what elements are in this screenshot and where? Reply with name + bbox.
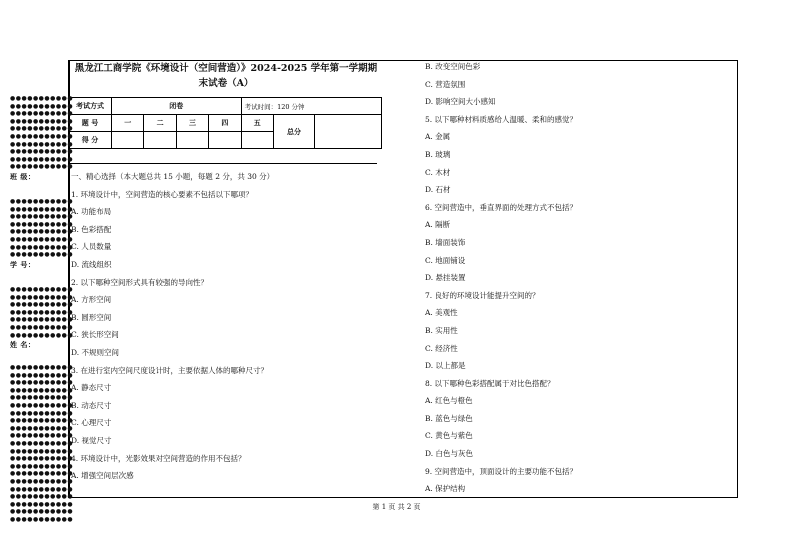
sidebar-name <box>10 286 73 349</box>
dots: ●●●●●●●●●●● <box>10 470 74 478</box>
question-text: 1. 环境设计中，空间营造的核心要素不包括以下哪项？ <box>71 189 254 199</box>
dots: ●●●●●●●●●●● <box>10 394 74 402</box>
answer-option[interactable]: C. 狭长形空间 <box>71 330 119 340</box>
question-text: 7. 良好的环境设计能提升空间的？ <box>425 290 540 300</box>
dots: ●●●●●●●●●●● <box>10 125 74 133</box>
score-cell[interactable] <box>241 132 273 149</box>
dots: ●●●●●●●●●●● <box>10 515 74 523</box>
dots: ●●●●●●●●●●● <box>10 371 74 379</box>
dots: ●●●●●●●●●●● <box>10 95 74 102</box>
dots: ●●●●●●●●●●● <box>10 323 74 331</box>
dots: ●●●●●●●●●●● <box>10 364 74 371</box>
dots: ●●●●●●●●●●● <box>10 462 74 470</box>
dots: ●●●●●●●●●●● <box>10 508 74 516</box>
question-text: 5. 以下哪种材料质感给人温暖、柔和的感觉？ <box>425 114 578 124</box>
question-number: 一 <box>112 115 144 132</box>
answer-option[interactable]: C. 地面铺设 <box>425 255 466 265</box>
answer-option[interactable]: B. 动态尺寸 <box>71 400 112 410</box>
answer-option[interactable]: B. 改变空间色彩 <box>425 62 481 71</box>
dots: ●●●●●●●●●●● <box>10 117 74 125</box>
question-number: 五 <box>241 115 273 132</box>
dots: ●●●●●●●●●●● <box>10 301 74 309</box>
score-cell[interactable] <box>144 132 176 149</box>
sidebar-id <box>10 198 73 268</box>
answer-option[interactable]: D. 视觉尺寸 <box>71 435 112 445</box>
exam-mode-label: 考试方式 <box>69 98 112 115</box>
dots: ●●●●●●●●●●● <box>10 379 74 387</box>
dots: ●●●●●●●●●●● <box>10 148 74 156</box>
question-text: 9. 空间营造中，顶面设计的主要功能不包括？ <box>425 466 578 476</box>
answer-option[interactable]: C. 黄色与紫色 <box>425 431 473 441</box>
dots: ●●●●●●●●●●● <box>10 316 74 324</box>
exam-time: 考试时间：120 分钟 <box>241 98 381 115</box>
dots: ●●●●●●●●●●● <box>10 455 74 463</box>
answer-option[interactable]: B. 蓝色与绿色 <box>425 413 473 423</box>
answer-option[interactable]: D. 以上都是 <box>425 361 466 371</box>
dots: ●●●●●●●●●●● <box>10 485 74 493</box>
question-number: 三 <box>176 115 208 132</box>
answer-option[interactable]: D. 流线组织 <box>71 259 112 269</box>
dots: ●●●●●●●●●●● <box>10 409 74 417</box>
answer-option[interactable]: A. 红色与橙色 <box>425 396 473 406</box>
title-line-2: 末试卷（A） <box>198 78 254 89</box>
id-label: 学 号： <box>10 259 36 269</box>
question-text: 2. 以下哪种空间形式具有较强的导向性？ <box>71 277 209 287</box>
dots: ●●●●●●●●●●● <box>10 500 74 508</box>
dots: ●●●●●●●●●●● <box>10 140 74 148</box>
answer-option[interactable]: C. 营造氛围 <box>425 79 466 89</box>
question-text: 一、精心选择（本大题总共 15 小题，每题 2 分，共 30 分） <box>71 172 275 181</box>
exam-mode: 闭卷 <box>112 98 242 115</box>
dots: ●●●●●●●●●●● <box>10 432 74 440</box>
dots: ●●●●●●●●●●● <box>10 205 74 213</box>
dots: ●●●●●●●●●●● <box>10 102 74 110</box>
question-text: 8. 以下哪种色彩搭配属于对比色搭配？ <box>425 378 555 388</box>
dots: ●●●●●●●●●●● <box>10 251 74 259</box>
dots: ●●●●●●●●●●● <box>10 386 74 394</box>
dots: ●●●●●●●●●●● <box>10 163 74 171</box>
dots: ●●●●●●●●●●● <box>10 293 74 301</box>
score-cell[interactable] <box>112 132 144 149</box>
answer-option[interactable]: A. 功能布局 <box>71 207 112 217</box>
answer-option[interactable]: A. 金属 <box>425 132 451 142</box>
answer-option[interactable]: B. 圆形空间 <box>71 312 112 322</box>
page-footer: 第 1 页 共 2 页 <box>372 503 421 511</box>
answer-option[interactable]: A. 保护结构 <box>425 484 466 494</box>
answer-option[interactable]: D. 石材 <box>425 185 451 195</box>
dots: ●●●●●●●●●●● <box>10 286 74 293</box>
dots: ●●●●●●●●●●● <box>10 198 74 205</box>
answer-option[interactable]: C. 木材 <box>425 167 451 177</box>
answer-option[interactable]: A. 方形空间 <box>71 295 112 305</box>
left-column <box>71 168 274 485</box>
name-label: 姓 名： <box>10 340 36 350</box>
question-number: 二 <box>144 115 176 132</box>
score-cell[interactable] <box>209 132 241 149</box>
dots: ●●●●●●●●●●● <box>10 155 74 163</box>
title-line-1: 黑龙江工商学院《环境设计（空间营造）》2024-2025 学年第一学期期 <box>74 63 378 74</box>
dots: ●●●●●●●●●●● <box>10 424 74 432</box>
total-label: 总分 <box>274 115 315 149</box>
score-cell[interactable] <box>176 132 208 149</box>
dots: ●●●●●●●●●●● <box>10 228 74 236</box>
answer-option[interactable]: B. 实用性 <box>425 325 458 335</box>
divider <box>68 163 377 164</box>
answer-option[interactable]: C. 经济性 <box>425 343 458 353</box>
dots: ●●●●●●●●●●● <box>10 447 74 455</box>
answer-option[interactable]: D. 白色与灰色 <box>425 449 474 459</box>
dots: ●●●●●●●●●●● <box>10 110 74 118</box>
answer-option[interactable]: D. 影响空间大小感知 <box>425 97 496 107</box>
answer-option[interactable]: B. 玻璃 <box>425 149 451 159</box>
sidebar-dots-bottom <box>10 364 73 523</box>
score-label: 得 分 <box>69 132 112 149</box>
sidebar-class <box>10 95 73 181</box>
question-text: 3. 在进行室内空间尺度设计时，主要依据人体的哪种尺寸？ <box>71 365 269 375</box>
dots: ●●●●●●●●●●● <box>10 401 74 409</box>
dots: ●●●●●●●●●●● <box>10 243 74 251</box>
dots: ●●●●●●●●●●● <box>10 235 74 243</box>
dots: ●●●●●●●●●●● <box>10 439 74 447</box>
dots: ●●●●●●●●●●● <box>10 417 74 425</box>
dots: ●●●●●●●●●●● <box>10 493 74 501</box>
answer-option[interactable]: C. 心理尺寸 <box>71 418 112 428</box>
answer-option[interactable]: D. 悬挂装置 <box>425 273 466 283</box>
exam-title <box>70 61 382 91</box>
total-score-cell[interactable] <box>315 115 382 149</box>
answer-option[interactable]: B. 色彩搭配 <box>71 224 112 234</box>
answer-option[interactable]: B. 墙面装饰 <box>425 237 466 247</box>
dots: ●●●●●●●●●●● <box>10 331 74 339</box>
dots: ●●●●●●●●●●● <box>10 213 74 221</box>
answer-option[interactable]: A. 静态尺寸 <box>71 383 112 393</box>
dots: ●●●●●●●●●●● <box>10 477 74 485</box>
answer-option[interactable]: D. 不规则空间 <box>71 347 120 357</box>
class-label: 班 级： <box>10 171 36 181</box>
score-table <box>68 97 382 149</box>
dots: ●●●●●●●●●●● <box>10 308 74 316</box>
right-column <box>425 58 577 498</box>
question-no-label: 题 号 <box>69 115 112 132</box>
dots: ●●●●●●●●●●● <box>10 220 74 228</box>
answer-option[interactable]: A. 隔断 <box>425 220 451 230</box>
answer-option[interactable]: C. 人员数量 <box>71 242 112 252</box>
answer-option[interactable]: A. 增强空间层次感 <box>71 471 134 481</box>
question-text: 4. 环境设计中，光影效果对空间营造的作用不包括？ <box>71 453 246 463</box>
question-text: 6. 空间营造中，垂直界面的处理方式不包括？ <box>425 202 578 212</box>
question-number: 四 <box>209 115 241 132</box>
dots: ●●●●●●●●●●● <box>10 132 74 140</box>
answer-option[interactable]: A. 美观性 <box>425 308 458 318</box>
